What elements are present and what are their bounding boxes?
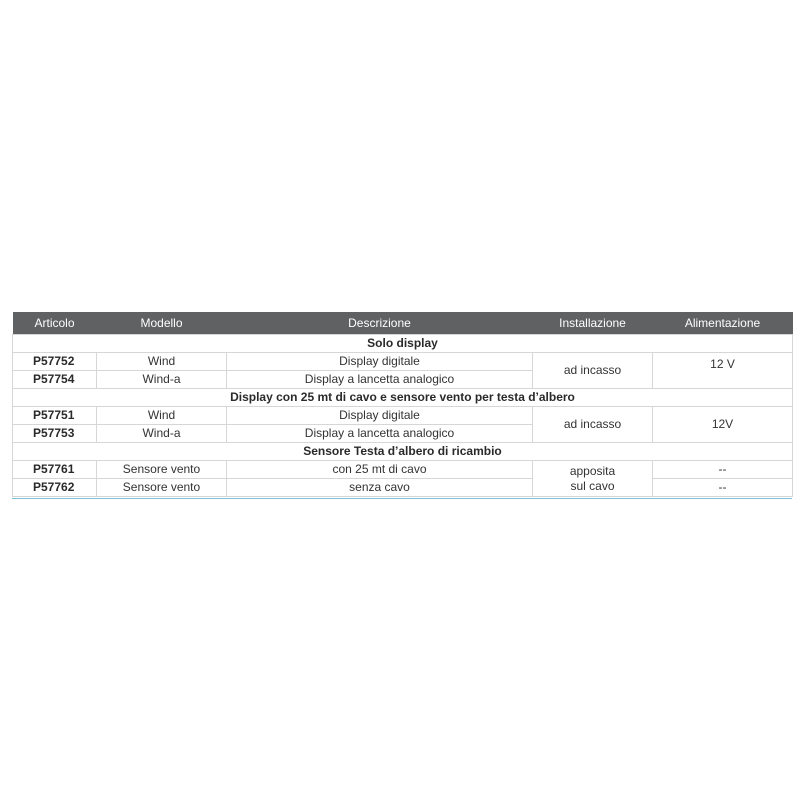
alimentazione-cell: 12 V [653,353,793,389]
modello-cell: Sensore vento [97,461,227,479]
header-articolo: Articolo [13,312,97,335]
section-title: Sensore Testa d’albero di ricambio [13,443,793,461]
alimentazione-cell: -- [653,479,793,497]
alimentazione-cell: 12V [653,407,793,443]
articolo-cell: P57754 [13,371,97,389]
installazione-cell: ad incasso [533,407,653,443]
table-row [13,461,793,479]
section-row-sensore-ricambio [13,443,793,461]
descrizione-cell: senza cavo [227,479,533,497]
modello-cell: Wind-a [97,371,227,389]
articolo-cell: P57761 [13,461,97,479]
section-title: Solo display [13,335,793,353]
articolo-cell: P57753 [13,425,97,443]
descrizione-cell: con 25 mt di cavo [227,461,533,479]
header-modello: Modello [97,312,227,335]
modello-cell: Wind [97,407,227,425]
product-table [12,312,793,497]
installazione-line: apposita [569,463,616,478]
descrizione-cell: Display a lancetta analogico [227,371,533,389]
table-bottom-divider [12,498,792,499]
modello-cell: Wind-a [97,425,227,443]
table-row [13,353,793,371]
installazione-line: sul cavo [570,478,615,493]
descrizione-cell: Display digitale [227,407,533,425]
alimentazione-cell: -- [653,461,793,479]
articolo-cell: P57762 [13,479,97,497]
installazione-cell: ad incasso [533,353,653,389]
header-alimentazione: Alimentazione [653,312,793,335]
installazione-cell [533,461,653,497]
product-table-container [12,312,792,497]
section-row-solo-display [13,335,793,353]
table-row [13,479,793,497]
table-row [13,407,793,425]
descrizione-cell: Display a lancetta analogico [227,425,533,443]
header-installazione: Installazione [533,312,653,335]
section-row-display-con-sensore [13,389,793,407]
table-header-row [13,312,793,335]
articolo-cell: P57751 [13,407,97,425]
modello-cell: Sensore vento [97,479,227,497]
articolo-cell: P57752 [13,353,97,371]
modello-cell: Wind [97,353,227,371]
descrizione-cell: Display digitale [227,353,533,371]
header-descrizione: Descrizione [227,312,533,335]
section-title: Display con 25 mt di cavo e sensore vento per testa d’albero [13,389,793,407]
